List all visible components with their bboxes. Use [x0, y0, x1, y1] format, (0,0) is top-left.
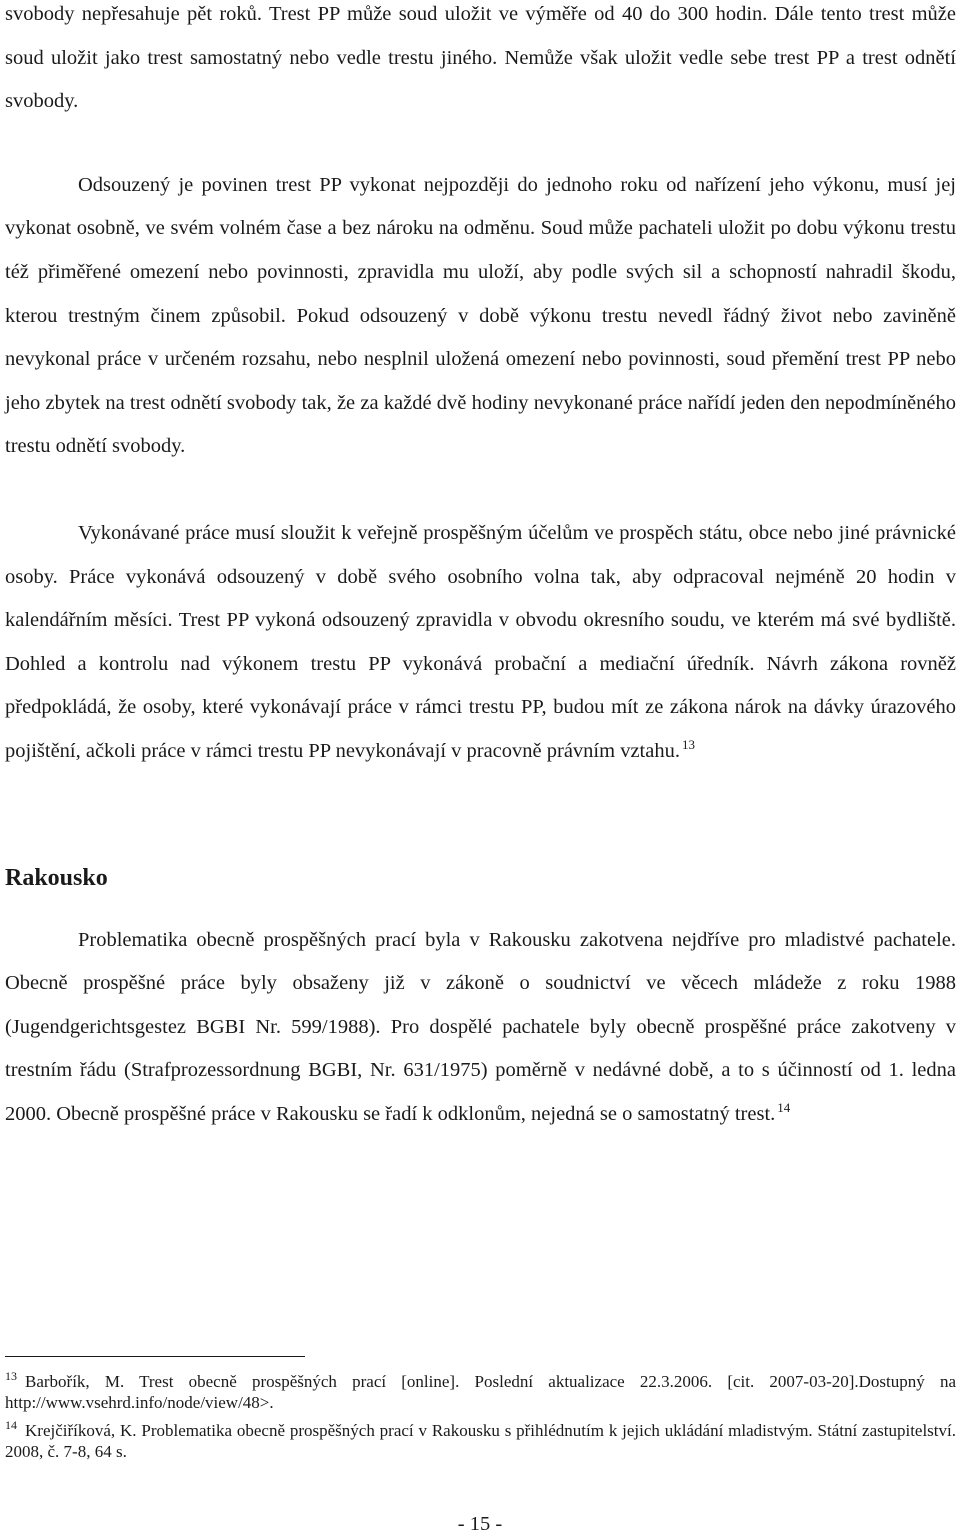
footnote-separator [5, 1356, 305, 1357]
paragraph-work-purpose-text: Vykonávané práce musí sloužit k veřejně prospěšným účelům ve prospěch státu, obce nebo jiné právnické osoby. Práce vykonává odsouzený v době svého osobního volna tak, aby odpracoval nejméně 20 hodin v kalendářním měsíci. Trest PP vykoná odsouzený zpravidla v obvodu okresního soudu, ve kterém má své bydliště. Dohled a kontrolu nad výkonem trestu PP vykonává probační a mediační úředník. Návrh zákona rovněž předpokládá, že osoby, které vykonávají práce v rámci trestu PP, budou mít ze zákona nárok na dávky úrazového pojištění, ačkoli práce v rámci trestu PP nevykonávají v pracovně právním vztahu. [5, 521, 956, 762]
paragraph-austria-text: Problematika obecně prospěšných prací byla v Rakousku zakotvena nejdříve pro mladistvé pachatele. Obecně prospěšné práce byly obsaženy již v zákoně o soudnictví ve věcech mládeže z roku 1988 (Jugendgerichtsgestez BGBI Nr. 599/1988). Pro dospělé pachatele byly obecně prospěšné práce zakotveny v trestním řádu (Strafprozessordnung BGBI, Nr. 631/1975) poměrně v nedávné době, a to s účinností od 1. ledna 2000. Obecně prospěšné práce v Rakousku se řadí k odklonům, nejedná se o samostatný trest. [5, 928, 956, 1125]
paragraph-work-purpose [5, 512, 956, 774]
footnote-mark: 13 [5, 1369, 17, 1383]
section-heading-rakousko: Rakousko [5, 864, 108, 891]
paragraph-obligations: Odsouzený je povinen trest PP vykonat nejpozději do jednoho roku od nařízení jeho výkonu, musí jej vykonat osobně, ve svém volném čase a bez nároku na odměnu. Soud může pachateli uložit po dobu výkonu trestu též přiměřené omezení nebo povinnosti, zpravidla mu uloží, aby podle svých sil a schopností nahradil škodu, kterou trestným činem způsobil. Pokud odsouzený v době výkonu trestu nevedl řádný život nebo zaviněně nevykonal práce v určeném rozsahu, nebo nesplnil uložená omezení nebo povinnosti, soud přemění trest PP nebo jeho zbytek na trest odnětí svobody tak, že za každé dvě hodiny nevykonané práce nařídí jeden den nepodmíněného trestu odnětí svobody. [5, 173, 956, 458]
footnote-text: Krejčiříková, K. Problematika obecně prospěšných prací v Rakousku s přihlédnutím k jejich ukládání mladistvým. Státní zastupitelství. 2008, č. 7-8, 64 s. [5, 1421, 956, 1461]
paragraph-austria [5, 919, 956, 1137]
footnote-text: Barbořík, M. Trest obecně prospěšných prací [online]. Poslední aktualizace 22.3.2006. [cit. 2007-03-20].Dostupný na http://www.vsehrd.info/node/view/48>. [5, 1372, 956, 1412]
footnote-13 [5, 1366, 956, 1413]
footnote-14 [5, 1415, 956, 1462]
document-page [5, 0, 956, 1136]
paragraph-continuation: svobody nepřesahuje pět roků. Trest PP může soud uložit ve výměře od 40 do 300 hodin. Dále tento trest může soud uložit jako trest samostatný nebo vedle trestu jiného. Nemůže však uložit vedle sebe trest PP a trest odnětí svobody. [5, 3, 956, 113]
footnote-reference-14[interactable]: 14 [777, 1099, 791, 1115]
footnotes [5, 1366, 956, 1462]
page-number: - 15 - [457, 1513, 503, 1535]
footnote-mark: 14 [5, 1418, 17, 1432]
footnote-reference-13[interactable]: 13 [681, 736, 695, 752]
